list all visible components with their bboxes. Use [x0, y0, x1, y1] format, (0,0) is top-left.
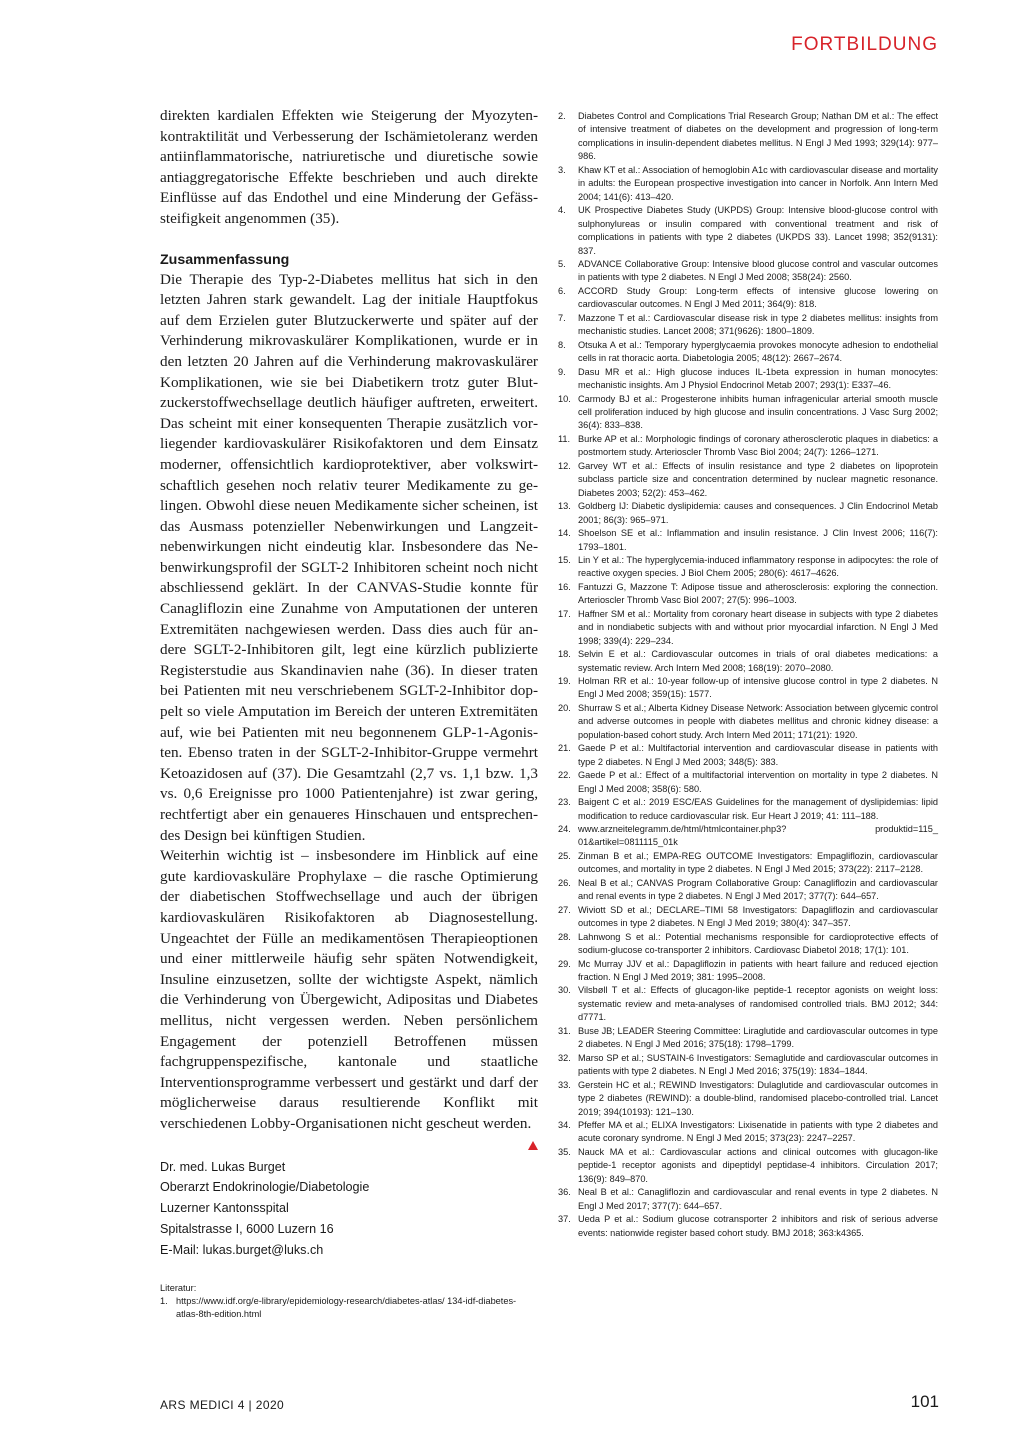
- reference-text: Vilsbøll T et al.: Effects of glucagon-like peptide-1 receptor agonists on weight loss: systematic review and meta-analyses of randomised controlled trials. BMJ 2012; 344: d7771.: [578, 985, 938, 1023]
- author-block: [160, 1157, 538, 1261]
- reference-item: [558, 366, 938, 393]
- reference-text: Buse JB; LEADER Steering Committee: Liraglutide and cardiovascular outcomes in type 2 diabetes. N Engl J Med 2016; 375(18): 1798–1799.: [578, 1025, 938, 1050]
- reference-item: [558, 958, 938, 985]
- reference-number: 6.: [558, 285, 566, 296]
- author-address: Spitalstrasse I, 6000 Luzern 16: [160, 1221, 334, 1236]
- end-of-article-triangle-icon: [528, 1141, 538, 1150]
- reference-link[interactable]: https://www.idf.org/e-library/epidemiology-research/diabetes-atlas/ 134-idf-diabetes-atlas-8th-edition.html: [176, 1296, 517, 1320]
- reference-number: 8.: [558, 339, 566, 350]
- reference-text: Holman RR et al.: 10-year follow-up of intensive glucose control in type 2 diabetes. N Engl J Med 2008; 359(15): 1577.: [578, 676, 938, 700]
- reference-number: 1.: [160, 1296, 168, 1307]
- reference-number: 12.: [558, 460, 571, 471]
- reference-number: 28.: [558, 931, 571, 942]
- reference-item: [558, 877, 938, 904]
- reference-text: UK Prospective Diabetes Study (UKPDS) Group: Intensive blood-glucose control with sulphonylureas or insulin compared with conventional treatment and risk of complications in patients with type 2 diabetes (UKPDS 33). Lancet 1998; 352(9131): 837.: [578, 205, 938, 256]
- reference-text: Otsuka A et al.: Temporary hyperglycaemia provokes monocyte adhesion to endothelial cells in rat thoracic aorta. Diabetologia 2005; 48(12): 2667–2674.: [578, 339, 938, 364]
- reference-number: 5.: [558, 258, 566, 269]
- reference-text: Shurraw S et al.; Alberta Kidney Disease Network: Association between glycemic control and adverse outcomes in people with diabetes mellitus and chronic kidney disease: a population-based cohort study. Arch Intern Med 2011; 171(21): 1920.: [578, 702, 938, 740]
- reference-number: 31.: [558, 1025, 571, 1036]
- reference-number: 9.: [558, 366, 566, 377]
- reference-number: 7.: [558, 312, 566, 323]
- section-header: FORTBILDUNG: [791, 34, 938, 55]
- reference-item: [558, 608, 938, 648]
- summary-heading: Zusammenfassung: [160, 251, 290, 268]
- reference-item: [558, 1186, 938, 1213]
- reference-item: [160, 1295, 538, 1321]
- reference-text: Mazzone T et al.: Cardiovascular disease risk in type 2 diabetes mellitus: insights from mechanistic studies. Lancet 2008; 371(9626): 1800–1809.: [578, 312, 938, 337]
- reference-text: Gaede P et al.: Multifactorial intervention and cardiovascular disease in patients with type 2 diabetes. N Engl J Med 2003; 348(5): 383.: [578, 743, 938, 767]
- reference-text: Gaede P et al.: Effect of a multifactorial intervention on mortality in type 2 diabetes. N Engl J Med 2008; 358(6): 580.: [578, 770, 938, 794]
- reference-item: [558, 904, 938, 931]
- reference-text: Diabetes Control and Complications Trial Research Group; Nathan DM et al.: The effect of intensive treatment of diabetes on the development and progression of long-term complications in insulin-dependent diabetes mellitus. N Engl J Med 1993; 329(14): 977–986.: [578, 111, 938, 162]
- reference-text: Carmody BJ et al.: Progesterone inhibits human infragenicular arterial smooth muscle cell proliferation induced by high glucose and insulin concentrations. J Vasc Surg 2002; 36(4): 833–838.: [578, 393, 938, 431]
- reference-text: Ueda P et al.: Sodium glucose cotransporter 2 inhibitors and risk of serious adverse events: nationwide register based cohort study. BMJ 2018; 363:k4365.: [578, 1214, 938, 1238]
- reference-number: 36.: [558, 1187, 571, 1198]
- summary-paragraph-2-wrapper: [160, 846, 538, 1134]
- reference-item: [558, 339, 938, 366]
- reference-text: Garvey WT et al.: Effects of insulin resistance and type 2 diabetes on lipoprotein subclass particle size and concentration determined by nuclear magnetic resonance. Diabetes 2003; 52(2): 453–462.: [578, 460, 938, 498]
- reference-number: 13.: [558, 501, 571, 512]
- reference-item: [558, 527, 938, 554]
- reference-item: [558, 850, 938, 877]
- reference-number: 3.: [558, 164, 566, 175]
- reference-text: Marso SP et al.; SUSTAIN-6 Investigators: Semaglutide and cardiovascular outcomes in patients with type 2 diabetes. N Engl J Med 2016; 375(19): 1834–1844.: [578, 1052, 938, 1077]
- reference-text: Lahnwong S et al.: Potential mechanisms responsible for cardioprotective effects of sodium-glucose co-transporter 2 inhibitors. Cardiovasc Diabetol 2018; 17(1): 101.: [578, 931, 938, 956]
- author-institution: Luzerner Kantonsspital: [160, 1201, 289, 1216]
- reference-number: 4.: [558, 205, 566, 216]
- reference-text: www.arzneitelegramm.de/html/htmlcontainer.php3? produktid=115_ 01&artikel=0811115_01k: [578, 824, 938, 848]
- reference-item: [558, 110, 938, 164]
- intro-paragraph: direkten kardialen Effekten wie Steigerung der Myozytenkontraktilität und Verbesserung der Ischämietoleranz werden antiinflammatorische, natriuretische und diuretische sowie antiaggregatorische Effekte beschrieben und auch direkte Einflüsse auf das Endothel und eine Minderung der Gefässsteifigkeit angenommen (35).: [160, 107, 538, 227]
- references-column: [558, 110, 938, 1240]
- reference-item: [558, 769, 938, 796]
- reference-text: Nauck MA et al.: Cardiovascular actions and clinical outcomes with glucagon-like peptide-1 receptor agonists and dipeptidyl peptidase-4 inhibitors. Circulation 2017; 136(9): 849–870.: [578, 1146, 938, 1184]
- reference-number: 32.: [558, 1052, 571, 1063]
- reference-text: ADVANCE Collaborative Group: Intensive blood glucose control and vascular outcomes in patients with type 2 diabetes. N Engl J Med 2008; 358(24): 2560.: [578, 258, 938, 283]
- reference-number: 17.: [558, 608, 571, 619]
- reference-item: [558, 1119, 938, 1146]
- reference-item: [558, 823, 938, 850]
- reference-number: 22.: [558, 770, 571, 781]
- author-email: E-Mail: lukas.burget@luks.ch: [160, 1242, 324, 1257]
- reference-number: 24.: [558, 824, 571, 835]
- reference-item: [558, 796, 938, 823]
- reference-number: 2.: [558, 111, 566, 121]
- reference-item: [558, 742, 938, 769]
- reference-text: Haffner SM et al.: Mortality from coronary heart disease in subjects with type 2 diabetes and in nondiabetic subjects with and without prior myocardial infarction. N Engl J Med 1998; 339(4): 229–234.: [578, 608, 938, 646]
- reference-text: Wiviott SD et al.; DECLARE–TIMI 58 Investigators: Dapagliflozin and cardiovascular outcomes in type 2 diabetes. N Engl J Med 2019; 380(4): 347–357.: [578, 904, 938, 929]
- reference-number: 23.: [558, 797, 571, 808]
- summary-paragraph-2: Weiterhin wichtig ist – insbesondere im Hinblick auf eine gute kardiovaskuläre Prophylaxe – die rasche Optimierung der diabetischen Stoffwechsellage und auch der übrigen kardiovaskulären Risikofaktoren ab Diagnosestellung. Ungeachtet der Fülle an medikamentösen Therapieoptionen und einer mittlerweile häufig sehr späten Notwendigkeit, Insuline einzusetzen, sollte der wichtigste Aspekt, nämlich die Verhinderung von Übergewicht, Adipositas und Diabetes mellitus, nicht vergessen werden. Neben persönlichem Engagement der potenziell Betroffenen müssen fachgruppenspezifische, kantonale und staatliche Interventionsprogramme verbessert und gestärkt und darf der möglicherweise daraus resultierende Konflikt mit verschiedenen Lobby-Organisationen nicht gescheut werden.: [160, 847, 538, 1132]
- reference-number: 34.: [558, 1119, 571, 1130]
- reference-text: Shoelson SE et al.: Inflammation and insulin resistance. J Clin Invest 2006; 116(7): 1793–1801.: [578, 528, 938, 552]
- reference-text: Goldberg IJ: Diabetic dyslipidemia: causes and consequences. J Clin Endocrinol Metab 2001; 86(3): 965–971.: [578, 501, 938, 525]
- reference-item: [558, 554, 938, 581]
- reference-text: Zinman B et al.; EMPA-REG OUTCOME Investigators: Empagliflozin, cardiovascular outcomes, and mortality in type 2 diabetes. N Engl J Med 2015; 373(22): 2117–2128.: [578, 850, 938, 875]
- journal-footer: ARS MEDICI 4 | 2020: [160, 1398, 285, 1412]
- reference-number: 15.: [558, 554, 571, 565]
- reference-number: 16.: [558, 581, 571, 592]
- reference-text: Lin Y et al.: The hyperglycemia-induced inflammatory response in adipocytes: the role of reactive oxygen species. J Biol Chem 2005; 280(6): 4617–4626.: [578, 554, 938, 579]
- reference-number: 14.: [558, 528, 571, 539]
- reference-text: Burke AP et al.: Morphologic findings of coronary atherosclerotic plaques in diabetics: a postmortem study. Arterioscler Thromb Vasc Biol 2004; 24(7): 1266–1271.: [578, 433, 938, 458]
- reference-item: [558, 258, 938, 285]
- summary-paragraph-1: Die Therapie des Typ-2-Diabetes mellitus hat sich in den letzten Jahren stark gewandelt. Lag der initiale Hauptfokus auf dem Erzielen guter Blutzuckerwerte und später auf der Verhinderung mikrovaskulärer Komplikationen, wurde er in den letzten 20 Jahren auf die Verhinderung makrovaskulärer Komplikationen, wie sie bei Diabetikern trotz guter Blutzuckerstoffwechsellage deutlich häufiger auftreten, erweitert. Das scheint mit einer konsequenten Therapie zusätzlich vorliegender kardiovaskulärer Risikofaktoren und dem Einsatz moderner, offensichtlich kardioprotektiver, aber volkswirtschaftlich gesehen noch relativ teurer Medikamente zu gelingen. Obwohl diese neuen Medikamente sicher scheinen, ist das Ausmass potenzieller Nebenwirkungen und Langzeitnebenwirkungen nicht eindeutig klar. Insbesondere das Nebenwirkungsprofil der SGLT-2 Inhibitoren scheint noch nicht abschliessend geklärt. In der CANVAS-Studie konnte für Canagliflozin eine Zunahme von Amputationen der unteren Extremitäten nachgewiesen werden. Dass dies auch für andere SGLT-2-Inhibitoren gilt, legt eine kürzlich publizierte Registerstudie aus Skandinavien nahe (36). In dieser traten bei Patienten mit neu verschriebenem SGLT-2-Inhibitor doppelt so viele Amputation im Bereich der unteren Extremitäten auf, wie bei Patienten mit neu begonnenem GLP-1-Agonisten. Ebenso traten in der SGLT-2-Inhibitor-Gruppe vermehrt Ketoazidosen auf (37). Die Gesamtzahl (2,7 vs. 1,1 bzw. 1,3 vs. 0,6 Ereignisse pro 1000 Patientenjahre) ist zwar gering, rechtfertigt aber ein genaueres Hinschauen und entsprechendes Design bei künftigen Studien.: [160, 270, 538, 844]
- reference-item: [558, 675, 938, 702]
- literature-label: Literatur:: [160, 1283, 197, 1294]
- reference-number: 11.: [558, 433, 571, 444]
- reference-item: [558, 648, 938, 675]
- reference-item: [558, 312, 938, 339]
- reference-text: Dasu MR et al.: High glucose induces IL-1beta expression in human monocytes: mechanistic insights. Am J Physiol Endocrinol Metab 2007; 293(1): E337–46.: [578, 366, 938, 391]
- reference-number: 35.: [558, 1146, 571, 1157]
- reference-item: [558, 1025, 938, 1052]
- reference-item: [558, 500, 938, 527]
- reference-number: 21.: [558, 743, 571, 754]
- reference-item: [558, 1079, 938, 1119]
- reference-item: [558, 204, 938, 258]
- reference-text: Baigent C et al.: 2019 ESC/EAS Guidelines for the management of dyslipidemias: lipid modification to reduce cardiovascular risk. Eur Heart J 2019; 41: 111–188.: [578, 797, 938, 821]
- reference-number: 29.: [558, 958, 571, 969]
- reference-text: Gerstein HC et al.; REWIND Investigators: Dulaglutide and cardiovascular outcomes in type 2 diabetes (REWIND): a double-blind, randomised placebo-controlled trial. Lancet 2019; 394(10193): 121–130.: [578, 1079, 938, 1117]
- main-text-column: [160, 106, 538, 1321]
- reference-item: [558, 1213, 938, 1240]
- reference-number: 27.: [558, 904, 571, 915]
- literature-block: [160, 1282, 538, 1321]
- reference-number: 25.: [558, 850, 571, 861]
- reference-text: Fantuzzi G, Mazzone T: Adipose tissue and atherosclerosis: exploring the connection. Arterioscler Thromb Vasc Biol 2007; 27(5): 996–1003.: [578, 581, 938, 606]
- reference-text: Neal B et al.; CANVAS Program Collaborative Group: Canagliflozin and cardiovascular and renal events in type 2 diabetes. N Engl J Med 2017; 377(7): 644–657.: [578, 877, 938, 902]
- reference-item: [558, 393, 938, 433]
- reference-number: 33.: [558, 1079, 571, 1090]
- reference-item: [558, 984, 938, 1024]
- reference-text: Mc Murray JJV et al.: Dapagliflozin in patients with heart failure and reduced ejection fraction. N Engl J Med 2019; 381: 1995–2008.: [578, 958, 938, 982]
- author-position: Oberarzt Endokrinologie/Diabetologie: [160, 1180, 370, 1195]
- reference-item: [558, 702, 938, 742]
- reference-number: 26.: [558, 877, 571, 888]
- reference-text: Selvin E et al.: Cardiovascular outcomes in trials of oral diabetes medications: a systematic review. Arch Intern Med 2008; 168(19): 2070–2080.: [578, 649, 938, 673]
- reference-text: Khaw KT et al.: Association of hemoglobin A1c with cardiovascular disease and mortality in adults: the European prospective investigation into cancer in Norfolk. Ann Intern Med 2004; 141(6): 413–420.: [578, 164, 938, 202]
- reference-item: [558, 931, 938, 958]
- reference-number: 10.: [558, 393, 571, 404]
- reference-item: [558, 433, 938, 460]
- reference-number: 30.: [558, 985, 571, 996]
- reference-item: [558, 581, 938, 608]
- reference-item: [558, 1146, 938, 1186]
- reference-item: [558, 164, 938, 204]
- reference-item: [558, 285, 938, 312]
- reference-number: 37.: [558, 1214, 571, 1225]
- reference-text: Neal B et al.: Canagliflozin and cardiovascular and renal events in type 2 diabetes. N Engl J Med 2017; 377(7): 644–657.: [578, 1187, 938, 1211]
- reference-item: [558, 1052, 938, 1079]
- reference-text: ACCORD Study Group: Long-term effects of intensive glucose lowering on cardiovascular outcomes. N Engl J Med 2011; 364(9): 818.: [578, 285, 938, 310]
- author-name: Dr. med. Lukas Burget: [160, 1159, 286, 1174]
- reference-number: 19.: [558, 676, 571, 687]
- reference-number: 18.: [558, 649, 571, 660]
- reference-number: 20.: [558, 702, 571, 713]
- page-number: 101: [910, 1392, 939, 1411]
- reference-text: Pfeffer MA et al.; ELIXA Investigators: Lixisenatide in patients with type 2 diabetes and acute coronary syndrome. N Engl J Med 2015; 373(23): 2247–2257.: [578, 1119, 938, 1144]
- reference-item: [558, 460, 938, 500]
